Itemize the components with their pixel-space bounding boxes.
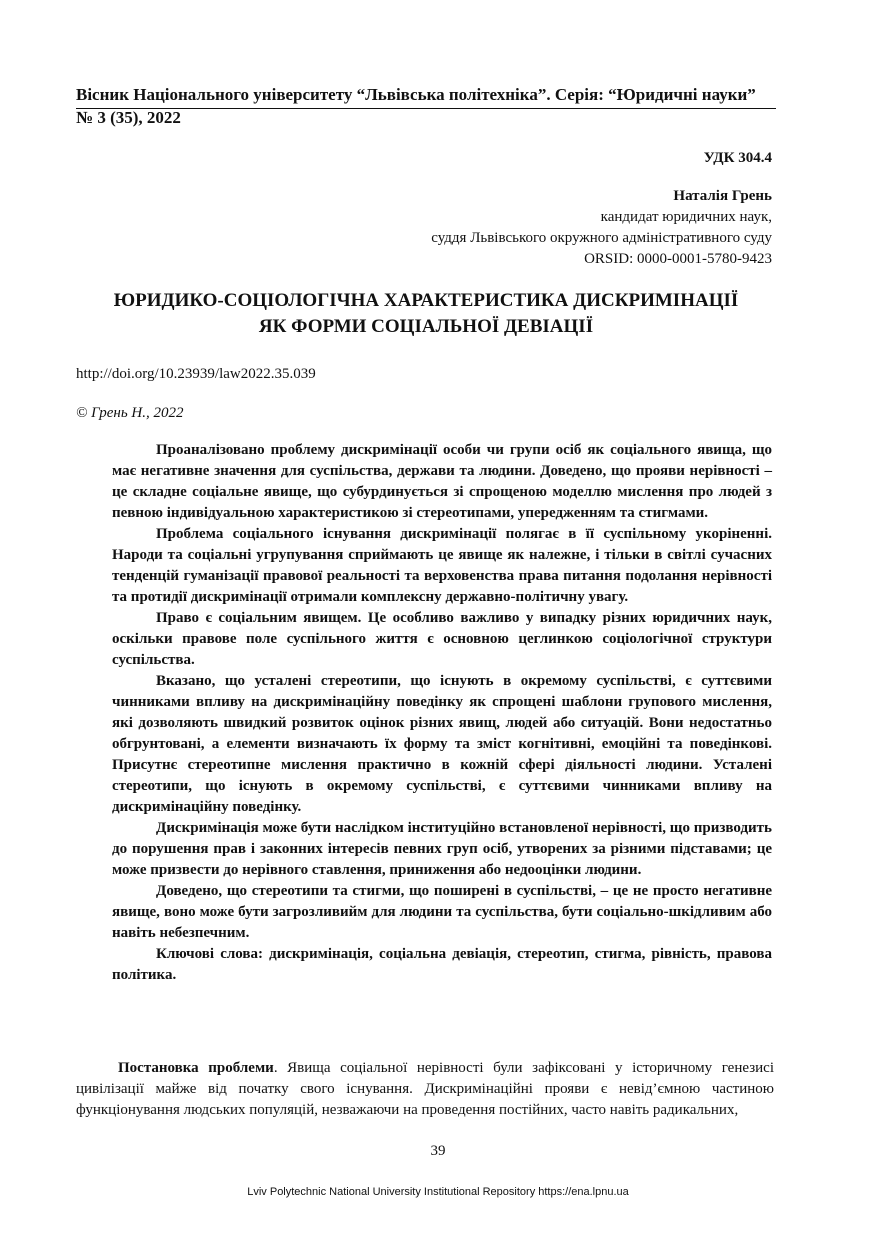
author-orcid: ORSID: 0000-0001-5780-9423: [584, 251, 772, 267]
author-position: суддя Львівського окружного адміністративного суду: [431, 230, 772, 246]
page-number: 39: [430, 1143, 446, 1159]
abstract-paragraph: Проблема соціального існування дискримінації полягає в її суспільному укоріненні. Народи та соціальні угрупування сприймають це явище як належне, і тільки в світлі сучасних тенденцій гуманізації правової реальності та верховенства права питання подолання нерівності та протидії дискримінації отримали комплексну державно-політичну увагу.: [112, 526, 772, 605]
author-name: Наталія Грень: [673, 188, 772, 204]
header-divider: [76, 108, 776, 109]
doi-link[interactable]: http://doi.org/10.23939/law2022.35.039: [76, 366, 316, 382]
body-paragraph: [76, 1058, 774, 1121]
body-paragraph-text: . Явища соціальної нерівності були зафіксовані у історичному генезисі цивілізації майже від початку свого існування. Дискримінаційні прояви є невід’ємною частиною функціонування людських популяцій, незважаючи на проведення постійних, часто навіть радикальних,: [76, 1060, 774, 1118]
journal-header: Вісник Національного університету “Львівська політехніка”. Серія: “Юридичні науки”: [76, 85, 756, 104]
abstract-paragraph: Право є соціальним явищем. Це особливо важливо у випадку різних юридичних наук, оскільки правове поле суспільного життя є основною цеглинкою соціологічної структури суспільства.: [112, 610, 772, 668]
repository-footer: Lviv Polytechnic National University Institutional Repository https://ena.lpnu.ua: [247, 1186, 629, 1198]
keywords: Ключові слова: дискримінація, соціальна девіація, стереотип, стигма, рівність, правова політика.: [112, 946, 772, 983]
udc-code: УДК 304.4: [703, 150, 772, 166]
body-text: [76, 1058, 774, 1121]
copyright: © Грень Н., 2022: [76, 405, 184, 421]
abstract-paragraph: Дискримінація може бути наслідком інституційно встановленої нерівності, що призводить до порушення прав і законних інтересів певних груп осіб, утворених за різними підставами; це може призвести до нерівного ставлення, приниження або недооцінки людини.: [112, 820, 772, 878]
author-block: [431, 186, 772, 270]
abstract: [112, 440, 772, 986]
title-line-2: ЯК ФОРМИ СОЦІАЛЬНОЇ ДЕВІАЦІЇ: [258, 316, 594, 337]
abstract-paragraph: Вказано, що усталені стереотипи, що існують в окремому суспільстві, є суттєвими чинниками впливу на дискримінаційну поведінку як спрощені шаблони групового мислення, які дозволяють швидкий розвиток оцінок різних явищ, людей або ситуацій. Вони недостатньо обгрунтовані, а елементи визначають їх форму та зміст когнітивні, емоційні та поведінкові. Присутнє стереотипне мислення практично в кожній сфері діяльності людини. Усталені стереотипи, що існують в окремому суспільстві, є суттєвими чинниками впливу на дискримінаційну поведінку.: [112, 673, 772, 815]
article-title: [76, 288, 776, 340]
issue-number: № 3 (35), 2022: [76, 108, 181, 127]
abstract-paragraph: Доведено, що стереотипи та стигми, що поширені в суспільстві, – це не просто негативне явище, воно може бути загрозливийм для людини та суспільства, бути соціально-шкідливим або навіть небезпечним.: [112, 883, 772, 941]
title-line-1: ЮРИДИКО-СОЦІОЛОГІЧНА ХАРАКТЕРИСТИКА ДИСКРИМІНАЦІЇ: [113, 290, 739, 311]
author-degree: кандидат юридичних наук,: [600, 209, 772, 225]
abstract-paragraph: Проаналізовано проблему дискримінації особи чи групи осіб як соціального явища, що має негативне значення для суспільства, держави та людини. Доведено, що прояви нерівності – це складне соціальне явище, що субурдинується зі спрощеною моделлю мислення про людей з певною індивідуальною характеристикою зі стереотипами, упередженням та стигмами.: [112, 442, 772, 521]
section-lead: Постановка проблеми: [118, 1060, 274, 1076]
